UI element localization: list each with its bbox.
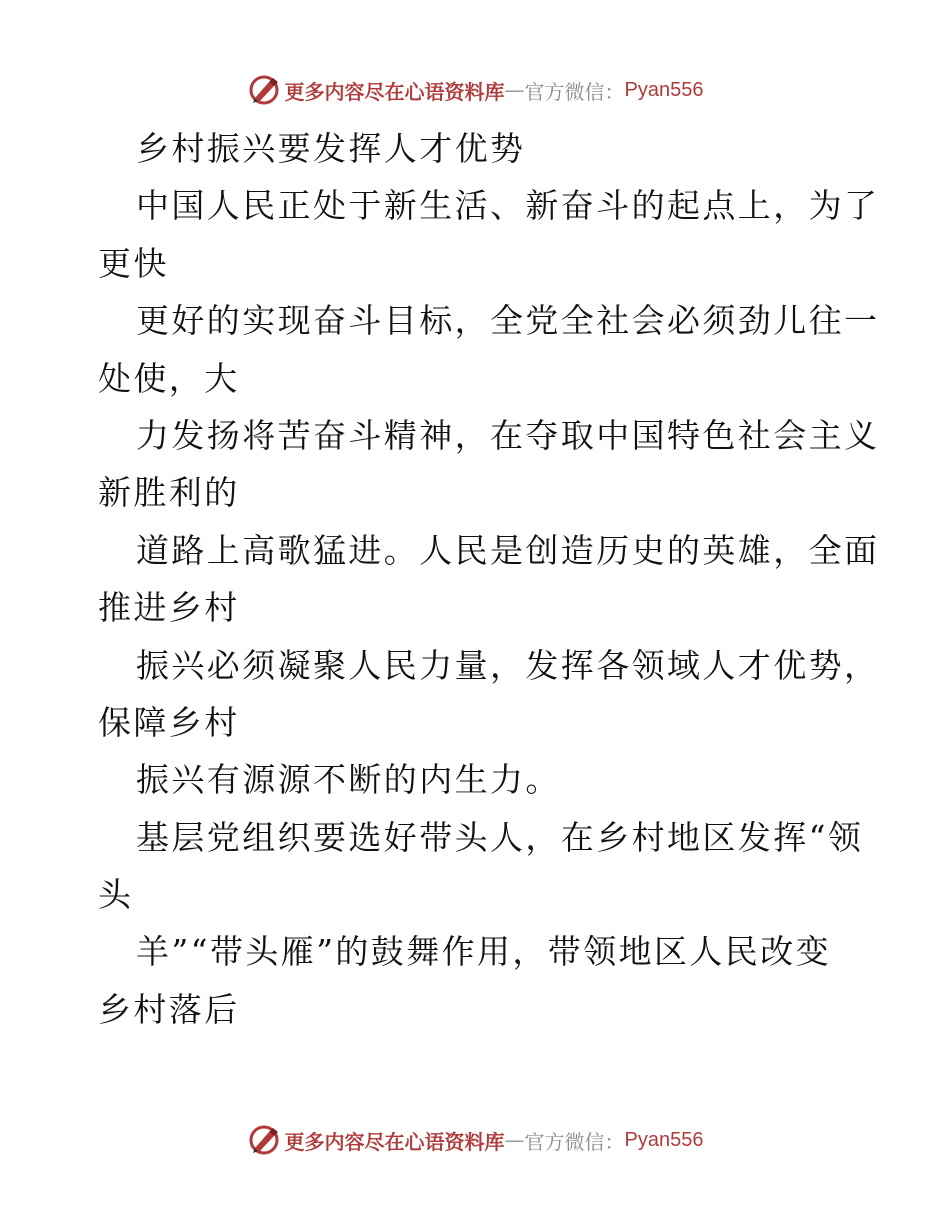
header-banner	[0, 70, 950, 110]
text-line: 力发扬将苦奋斗精神，在夺取中国特色社会主义	[136, 415, 880, 455]
text-line: 振兴必须凝聚人民力量，发挥各领域人才优势，	[136, 645, 880, 685]
pen-logo-icon	[247, 72, 283, 108]
text-line: 羊”“带头雁”的鼓舞作用，带领地区人民改变	[136, 932, 832, 972]
banner-wechat-label: 官方微信：	[524, 79, 625, 104]
banner-wechat-id: Pyan556	[624, 78, 704, 101]
text-line: 道路上高歌猛进。人民是创造历史的英雄，全面	[136, 530, 880, 570]
document-body	[98, 120, 880, 1038]
banner-main-text: 更多内容尽在心语资料库	[284, 79, 505, 104]
banner-separator: —	[504, 78, 525, 102]
footer-banner	[0, 1120, 950, 1160]
title-line: 乡村振兴要发挥人才优势	[136, 129, 526, 168]
banner-wechat-id: Pyan556	[624, 1128, 704, 1151]
banner-separator: —	[504, 1128, 525, 1152]
text-line: 乡村落后	[98, 989, 240, 1029]
banner-main-text: 更多内容尽在心语资料库	[284, 1129, 505, 1154]
text-line: 更快	[98, 243, 169, 283]
text-line: 新胜利的	[98, 473, 240, 513]
text-line: 更好的实现奋斗目标，全党全社会必须劲儿往一	[136, 301, 880, 341]
text-line: 基层党组织要选好带头人，在乡村地区发挥“领	[136, 817, 864, 857]
text-line: 推进乡村	[98, 588, 240, 628]
text-line: 保障乡村	[98, 702, 240, 742]
text-line: 头	[98, 875, 134, 915]
pen-logo-icon	[247, 1122, 283, 1158]
text-line: 中国人民正处于新生活、新奋斗的起点上，为了	[136, 186, 880, 226]
text-line: 处使，大	[98, 358, 240, 398]
text-line: 振兴有源源不断的内生力。	[136, 760, 561, 800]
banner-wechat-label: 官方微信：	[524, 1129, 625, 1154]
